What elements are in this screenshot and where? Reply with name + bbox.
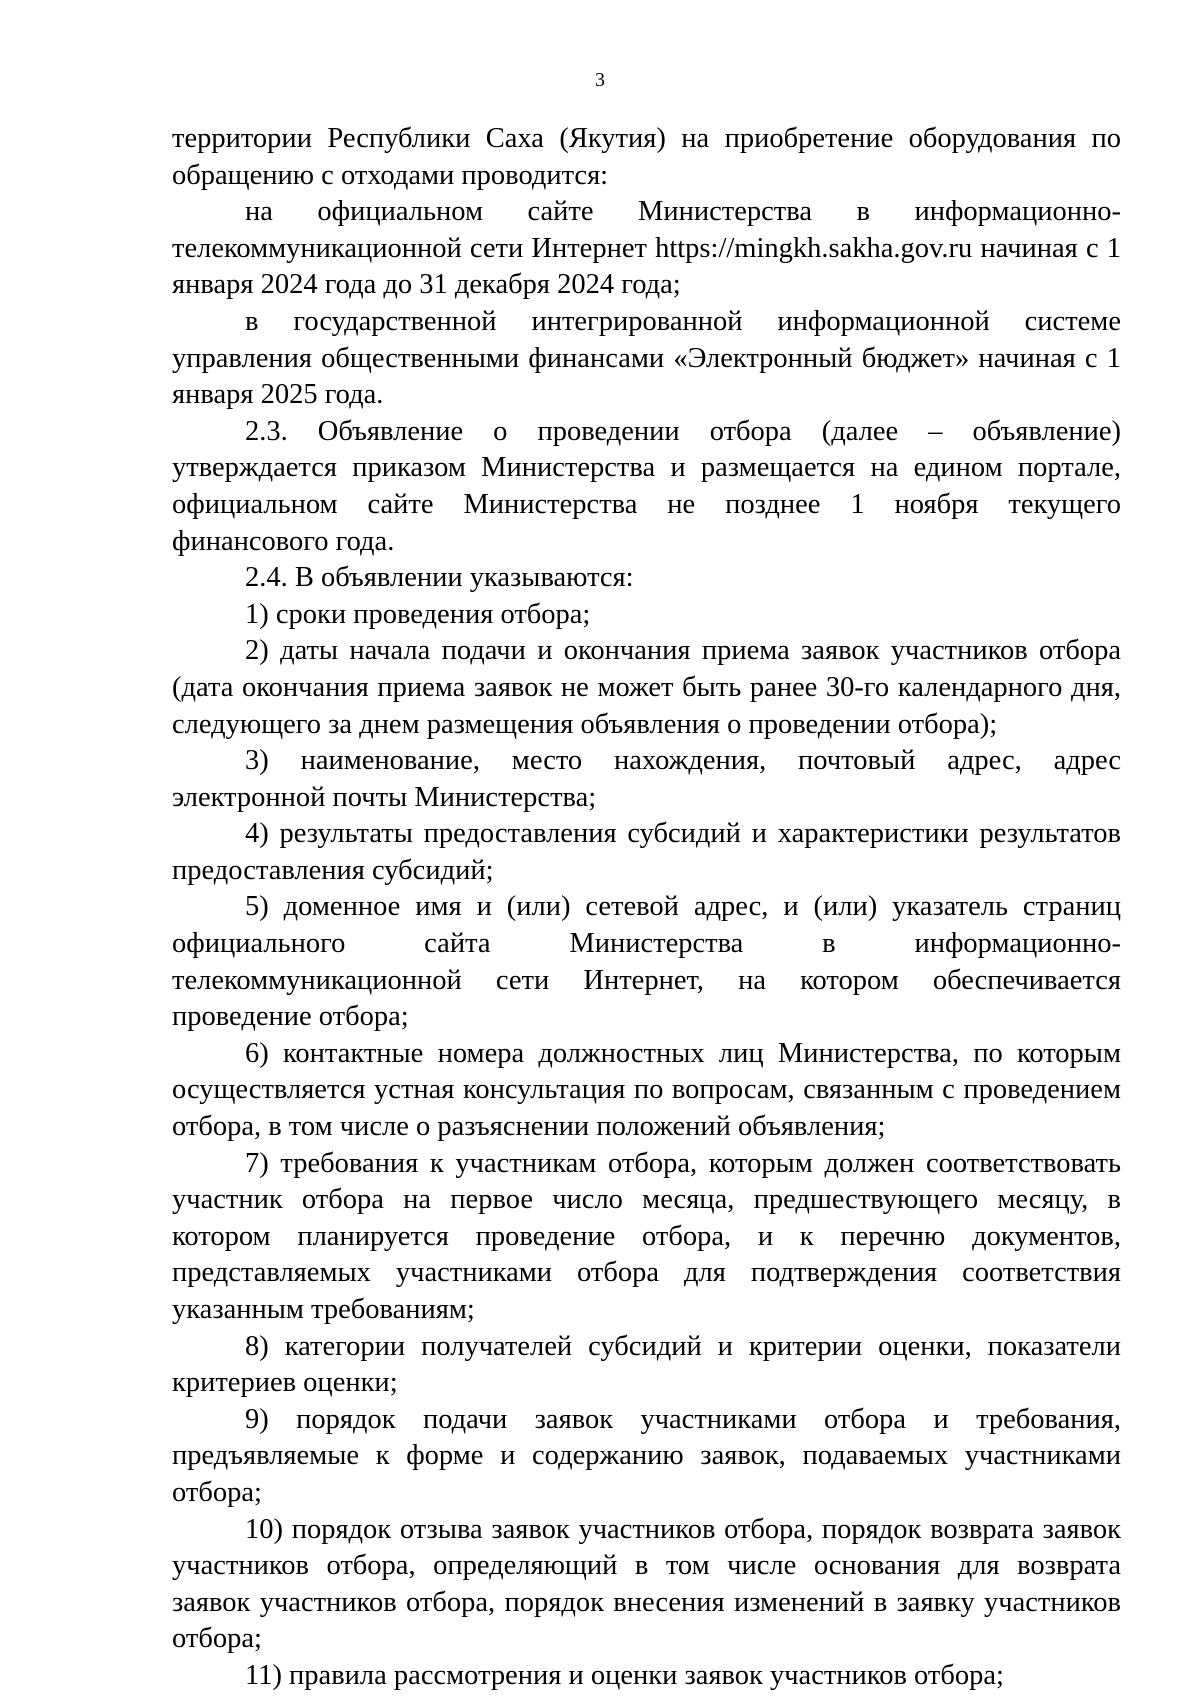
list-item-5: 5) доменное имя и (или) сетевой адрес, и (или) указатель страниц официального сайта Министерства в информационно-телекоммуникационной сети Интернет, на котором обеспечивается проведение отбора; bbox=[172, 891, 1121, 1033]
list-item-6: 6) контактные номера должностных лиц Министерства, по которым осуществляется устная консультация по вопросам, связанным с проведением отбора, в том числе о разъяснении положений объявления; bbox=[172, 1037, 1121, 1143]
paragraph-electronic-budget: в государственной интегрированной информационной системе управления общественными финансами «Электронный бюджет» начиная с 1 января 2025 года. bbox=[172, 305, 1121, 411]
document-body bbox=[172, 121, 1121, 1695]
list-item-2: 2) даты начала подачи и окончания приема заявок участников отбора (дата окончания приема заявок не может быть ранее 30-го календарного дня, следующего за днем размещения объявления о проведении отбора); bbox=[172, 635, 1121, 740]
list-item-10: 10) порядок отзыва заявок участников отбора, порядок возврата заявок участников отбора, определяющий в том числе основания для возврата заявок участников отбора, порядок внесения изменений в заявку участников отбора; bbox=[172, 1513, 1121, 1655]
paragraph-2-4: 2.4. В объявлении указываются: bbox=[245, 562, 634, 594]
paragraph-2-3: 2.3. Объявление о проведении отбора (далее – объявление) утверждается приказом Министерства и размещается на едином портале, официальном сайте Министерства не позднее 1 ноября текущего финансового года. bbox=[172, 415, 1121, 557]
list-item-1: 1) сроки проведения отбора; bbox=[245, 598, 591, 630]
page-number: 3 bbox=[595, 69, 605, 91]
list-item-7: 7) требования к участникам отбора, которым должен соответствовать участник отбора на первое число месяца, предшествующего месяцу, в котором планируется проведение отбора, и к перечню документов, представляемых участниками отбора для подтверждения соответствия указанным требованиям; bbox=[172, 1147, 1121, 1325]
paragraph-continuation: территории Республики Саха (Якутия) на приобретение оборудования по обращению с отходами проводится: bbox=[172, 123, 1121, 191]
list-item-11: 11) правила рассмотрения и оценки заявок участников отбора; bbox=[245, 1659, 1004, 1691]
list-item-4: 4) результаты предоставления субсидий и характеристики результатов предоставления субсидий; bbox=[172, 818, 1121, 886]
paragraph-official-site: на официальном сайте Министерства в информационно-телекоммуникационной сети Интернет https://mingkh.sakha.gov.ru начиная с 1 января 2024 года до 31 декабря 2024 года; bbox=[172, 196, 1121, 301]
list-item-3: 3) наименование, место нахождения, почтовый адрес, адрес электронной почты Министерства; bbox=[172, 745, 1121, 813]
list-item-9: 9) порядок подачи заявок участниками отбора и требования, предъявляемые к форме и содержанию заявок, подаваемых участниками отбора; bbox=[172, 1403, 1121, 1508]
list-item-8: 8) категории получателей субсидий и критерии оценки, показатели критериев оценки; bbox=[172, 1330, 1121, 1399]
